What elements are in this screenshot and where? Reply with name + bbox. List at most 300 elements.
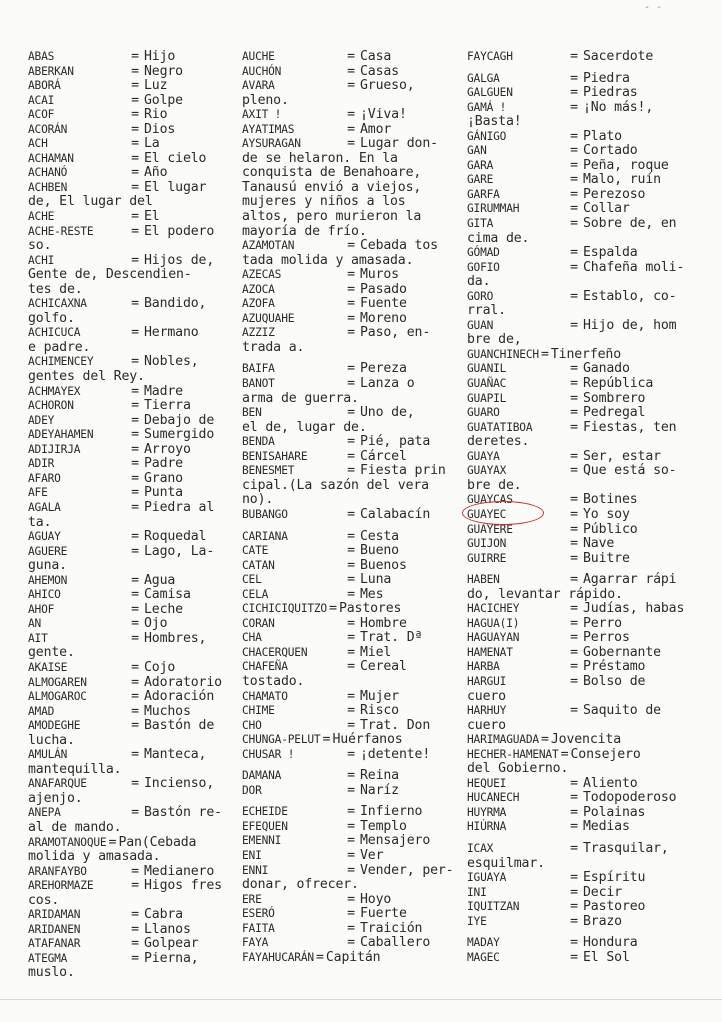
entry-term: ATAFANAR [28, 937, 81, 951]
entry-term: ACH [28, 137, 48, 151]
equals-sign: = [347, 630, 355, 646]
entry-definition: Espalda [583, 245, 638, 261]
equals-sign: = [570, 536, 578, 552]
definition-continuation: del Gobierno. [467, 761, 569, 777]
entry-definition: Hondura [583, 935, 638, 951]
entry-term: GUAYERE [467, 522, 513, 536]
entry-definition: Cortado [583, 143, 638, 159]
glossary-entry [28, 166, 233, 181]
entry-term: FAITA [242, 921, 275, 935]
entry-definition: Hombres, [144, 630, 207, 646]
entry-term: HAGUAYAN [467, 631, 520, 645]
entry-line [467, 348, 717, 363]
definition-continuation: de se helaron. En la [242, 150, 398, 166]
glossary-entry [28, 326, 233, 355]
entry-line [28, 428, 233, 443]
equals-sign: = [570, 128, 578, 144]
glossary-entry [242, 450, 468, 465]
entry-term: AZOFA [242, 297, 275, 311]
glossary-entry [467, 246, 717, 261]
entry-line [242, 849, 468, 864]
entry-definition: Sumergido [144, 427, 215, 443]
entry-term: ACHBEN [28, 180, 68, 194]
glossary-entry [467, 188, 717, 203]
entry-term: CELA [242, 587, 269, 601]
glossary-entry [28, 123, 233, 138]
equals-sign: = [131, 689, 139, 705]
equals-sign: = [131, 499, 139, 515]
entry-definition: Año [144, 165, 168, 181]
entry-term: EFEQUEN [242, 819, 288, 833]
corner-mark: - - [643, 2, 662, 13]
glossary-entry [242, 239, 468, 268]
equals-sign: = [131, 878, 139, 894]
equals-sign: = [131, 325, 139, 341]
entry-line [28, 152, 233, 167]
glossary-entry [242, 544, 468, 559]
equals-sign: = [540, 732, 549, 748]
entry-term: AMODEGHE [28, 719, 81, 733]
equals-sign: = [570, 49, 578, 64]
definition-continuation: cipal.(La sazón del vera [242, 477, 429, 493]
entry-term: CORAN [242, 616, 275, 630]
entry-definition: Luz [144, 78, 168, 94]
glossary-entry [242, 297, 468, 312]
entry-line [242, 377, 468, 392]
entry-line [28, 166, 233, 181]
entry-term: EMENNI [242, 834, 282, 848]
entry-line [467, 362, 717, 377]
entry-term: ADEYAHAMEN [28, 428, 94, 442]
glossary-entry [28, 705, 233, 720]
entry-term: GUAYAX [467, 464, 507, 478]
entry-term: ATEGMA [28, 951, 68, 965]
entry-term: AZOCA [242, 282, 275, 296]
glossary-entry [242, 922, 468, 937]
definition-continuation: mujeres y niños a los [242, 194, 406, 210]
equals-sign: = [131, 703, 139, 719]
definition-continuation: altos, pero murieron la [242, 209, 422, 225]
entry-line [467, 951, 717, 966]
equals-sign: = [131, 354, 139, 370]
entry-line [242, 646, 468, 661]
entry-term: ACAI [28, 93, 55, 107]
equals-sign: = [570, 317, 578, 333]
entry-term: AGALA [28, 500, 61, 514]
glossary-entry [28, 719, 233, 748]
entry-term: AYSURAGAN [242, 137, 301, 151]
equals-sign: = [347, 448, 355, 464]
glossary-entry [242, 65, 468, 80]
glossary-entry [28, 50, 233, 65]
entry-line [242, 660, 468, 675]
entry-definition: Saquito de [583, 703, 661, 719]
entry-line [467, 900, 717, 915]
entry-term: ACOF [28, 108, 55, 122]
column-1 [28, 50, 233, 981]
glossary-entry [467, 50, 717, 65]
glossary-entry [28, 443, 233, 458]
entry-line [242, 748, 468, 763]
glossary-entry [242, 690, 468, 705]
equals-sign: = [570, 492, 578, 508]
entry-line [467, 173, 717, 188]
glossary-entry [242, 559, 468, 574]
entry-term: AGUERE [28, 544, 68, 558]
glossary-entry [28, 414, 233, 429]
entry-line [242, 893, 468, 908]
equals-sign: = [570, 419, 578, 435]
entry-line [242, 464, 468, 479]
entry-definition: Bandido, [144, 296, 207, 312]
entry-definition: Incienso, [144, 776, 215, 792]
entry-definition: Adoración [144, 689, 215, 705]
entry-term: AUCHE [242, 50, 275, 63]
equals-sign: = [570, 884, 578, 900]
entry-line [28, 632, 233, 647]
entry-line [242, 864, 468, 879]
entry-term: ABERKAN [28, 64, 74, 78]
definition-continuation: no). [242, 492, 274, 508]
entry-definition: Grueso, [360, 78, 415, 94]
entry-definition: Mensajero [360, 833, 431, 849]
equals-sign: = [131, 630, 139, 646]
entry-line [28, 486, 233, 501]
equals-sign: = [131, 907, 139, 923]
glossary-entry [467, 915, 717, 930]
entry-definition: Ser, estar [583, 448, 661, 464]
entry-definition: Todopoderoso [583, 790, 677, 806]
entry-term: CARIANA [242, 529, 288, 543]
entry-term: AFE [28, 486, 48, 500]
entry-term: CHUSAR ! [242, 747, 295, 761]
entry-term: HABEN [467, 573, 500, 587]
glossary-entry [242, 50, 468, 65]
entry-definition: Miel [360, 644, 392, 660]
equals-sign: = [347, 376, 355, 392]
definition-continuation: Tanausú envió a viejos, [242, 179, 422, 195]
entry-line [467, 842, 717, 857]
definition-continuation: da. [467, 274, 491, 290]
glossary-entry [467, 173, 717, 188]
equals-sign: = [570, 390, 578, 406]
entry-term: HAGUA(I) [467, 616, 520, 630]
entry-definition: Nave [583, 536, 615, 552]
entry-term: ARANFAYBO [28, 864, 87, 878]
entry-line [28, 865, 233, 880]
entry-term: HUYRMA [467, 805, 507, 819]
definition-continuation: muslo. [28, 965, 75, 981]
definition-continuation: trada a. [242, 339, 305, 355]
entry-definition: Huérfanos [332, 732, 403, 748]
entry-line [242, 690, 468, 705]
glossary-entry [242, 362, 468, 377]
equals-sign: = [347, 405, 355, 421]
entry-definition: Hoyo [360, 891, 392, 907]
entry-term: CHAMATO [242, 689, 288, 703]
entry-line [467, 791, 717, 806]
entry-term: MAGEC [467, 950, 500, 964]
glossary-entry [28, 617, 233, 632]
glossary-entry [28, 457, 233, 472]
entry-line [467, 871, 717, 886]
entry-line [242, 530, 468, 545]
equals-sign: = [570, 216, 578, 232]
equals-sign: = [131, 165, 139, 181]
entry-definition: Aliento [583, 775, 638, 791]
entry-definition: Casas [360, 63, 399, 79]
glossary-entry [242, 784, 468, 799]
entry-line [28, 181, 233, 196]
equals-sign: = [347, 746, 355, 762]
equals-sign: = [570, 85, 578, 101]
entry-line [28, 690, 233, 705]
equals-sign: = [131, 587, 139, 603]
glossary-entry [28, 137, 233, 152]
glossary-entry [242, 464, 468, 508]
entry-definition: Amor [360, 121, 392, 137]
entry-definition: Medianero [144, 863, 215, 879]
glossary-entry [28, 690, 233, 705]
entry-line [28, 50, 233, 65]
entry-term: AHICO [28, 588, 61, 602]
definition-continuation: cuero [467, 688, 506, 704]
glossary-entry [28, 603, 233, 618]
glossary-entry [467, 886, 717, 901]
glossary-entry [242, 631, 468, 646]
glossary-entry [467, 464, 717, 493]
equals-sign: = [131, 936, 139, 952]
entry-definition: Muchos [144, 703, 191, 719]
equals-sign: = [347, 107, 355, 123]
entry-line [28, 908, 233, 923]
entry-line [467, 86, 717, 101]
glossary-entry [467, 748, 717, 777]
entry-term: ARAMOTANOQUE [28, 835, 107, 849]
entry-definition: Cojo [144, 659, 176, 675]
equals-sign: = [570, 201, 578, 217]
entry-definition: Negro [144, 63, 183, 79]
entry-line [467, 217, 717, 232]
entry-definition: Adoratorio [144, 674, 222, 690]
entry-term: BEN [242, 406, 262, 420]
entry-term: ENI [242, 848, 262, 862]
entry-definition: Piedras [583, 85, 638, 101]
equals-sign: = [570, 819, 578, 835]
entry-definition: ¡No más!, [583, 99, 654, 115]
entry-definition: El lugar [144, 179, 207, 195]
entry-line [467, 101, 717, 116]
glossary-entry [242, 377, 468, 406]
entry-definition: Perro [583, 615, 622, 631]
equals-sign: = [570, 376, 578, 392]
entry-definition: Luna [360, 572, 392, 588]
equals-sign: = [570, 521, 578, 537]
definition-continuation: mantequilla. [28, 761, 122, 777]
glossary-entry [28, 676, 233, 691]
equals-sign: = [347, 238, 355, 254]
equals-sign: = [570, 172, 578, 188]
entry-term: ACHE [28, 210, 55, 224]
definition-continuation: golfo. [28, 310, 75, 326]
definition-continuation: pleno. [242, 92, 289, 108]
glossary-entry [467, 72, 717, 87]
entry-definition: Hijos de, [144, 252, 215, 268]
entry-term: GUIJON [467, 537, 507, 551]
entry-term: AHOF [28, 602, 55, 616]
entry-term: AREHORMAZE [28, 879, 94, 893]
entry-definition: Bastón de [144, 718, 215, 734]
entry-line [28, 748, 233, 763]
entry-term: BAIFA [242, 362, 275, 376]
entry-definition: Punta [144, 485, 183, 501]
entry-definition: Hermano [144, 325, 199, 341]
equals-sign: = [347, 862, 355, 878]
definition-continuation: esquilmar. [467, 855, 545, 871]
entry-line [28, 952, 233, 967]
glossary-entry [242, 704, 468, 719]
entry-term: BUBANGO [242, 507, 288, 521]
definition-continuation: guna. [28, 558, 67, 574]
entry-definition: Pedregal [583, 405, 646, 421]
glossary-entry [242, 733, 468, 748]
equals-sign: = [347, 717, 355, 733]
entry-line [242, 559, 468, 574]
glossary-entry [28, 79, 233, 94]
entry-definition: Buitre [583, 550, 630, 566]
entry-line [28, 79, 233, 94]
equals-sign: = [347, 463, 355, 479]
entry-line [242, 573, 468, 588]
entry-line [28, 806, 233, 821]
glossary-entry [242, 849, 468, 864]
glossary-entry [467, 951, 717, 966]
entry-term: GUIRRE [467, 551, 507, 565]
entry-definition: Templo [360, 818, 407, 834]
entry-line [242, 123, 468, 138]
entry-term: ACHIMENCEY [28, 355, 94, 369]
glossary-entry [467, 777, 717, 792]
entry-line [467, 130, 717, 145]
entry-term: ABAS [28, 50, 55, 63]
equals-sign: = [347, 644, 355, 660]
definition-continuation: cima de. [467, 230, 530, 246]
entry-definition: Sacerdote [583, 49, 654, 64]
entry-term: IYE [467, 914, 487, 928]
glossary-entry [467, 552, 717, 567]
entry-line [467, 675, 717, 690]
entry-term: ADIR [28, 457, 55, 471]
entry-definition: ¡detente! [360, 746, 431, 762]
entry-definition: Grano [144, 470, 183, 486]
entry-term: CHA [242, 631, 262, 645]
entry-term: GAN [467, 144, 487, 158]
entry-term: AYATIMAS [242, 122, 295, 136]
entry-definition: Medias [583, 819, 630, 835]
glossary-entry [467, 392, 717, 407]
entry-definition: Ojo [144, 616, 168, 632]
glossary-entry [467, 806, 717, 821]
entry-line [28, 777, 233, 792]
equals-sign: = [131, 601, 139, 617]
entry-term: AGUAY [28, 530, 61, 544]
glossary-entry [242, 508, 468, 523]
entry-definition: Cárcel [360, 448, 407, 464]
entry-term: IGUAYA [467, 871, 507, 885]
glossary-entry [242, 268, 468, 283]
equals-sign: = [347, 325, 355, 341]
entry-line [467, 464, 717, 479]
entry-line [467, 50, 717, 65]
entry-definition: República [583, 376, 654, 392]
equals-sign: = [131, 209, 139, 225]
entry-term: GUARO [467, 406, 500, 420]
equals-sign: = [570, 361, 578, 377]
equals-sign: = [131, 470, 139, 486]
glossary-entry [467, 217, 717, 246]
definition-continuation: arma de guerra. [242, 390, 359, 406]
entry-definition: Paso, en- [360, 325, 431, 341]
entry-line [467, 377, 717, 392]
entry-line [242, 508, 468, 523]
entry-line [28, 297, 233, 312]
glossary-entry [28, 806, 233, 835]
equals-sign: = [570, 157, 578, 173]
glossary-entry [467, 261, 717, 290]
entry-line [242, 769, 468, 784]
entry-term: ACHORON [28, 399, 74, 413]
glossary-entry [242, 79, 468, 108]
entry-line [242, 820, 468, 835]
glossary-entry [467, 791, 717, 806]
equals-sign: = [131, 718, 139, 734]
entry-definition: Cabra [144, 907, 183, 923]
entry-line [467, 886, 717, 901]
glossary-entry [28, 181, 233, 210]
glossary-entry [28, 108, 233, 123]
entry-term: AZECAS [242, 268, 282, 282]
glossary-entry [467, 290, 717, 319]
entry-line [242, 704, 468, 719]
entry-term: CATE [242, 544, 269, 558]
equals-sign: = [347, 63, 355, 79]
entry-term: ABORÁ [28, 79, 61, 93]
entry-definition: Casa [360, 49, 392, 64]
equals-sign: = [347, 49, 355, 64]
entry-term: DOR [242, 783, 262, 797]
entry-definition: Arroyo [144, 441, 191, 457]
definition-continuation: ajenjo. [28, 790, 83, 806]
glossary-entry [467, 86, 717, 101]
definition-continuation: donar, ofrecer. [242, 877, 359, 893]
glossary-entry [467, 617, 717, 632]
glossary-entry [242, 123, 468, 138]
entry-definition: Tinerfeño [550, 346, 621, 362]
equals-sign: = [347, 136, 355, 152]
entry-term: GUAÑAC [467, 377, 507, 391]
equals-sign: = [131, 572, 139, 588]
entry-definition: Lugar don- [360, 136, 438, 152]
entry-definition: Camisa [144, 587, 191, 603]
entry-line [467, 72, 717, 87]
equals-sign: = [570, 99, 578, 115]
glossary-entry [467, 704, 717, 733]
entry-term: GUANCHINECH [467, 347, 539, 361]
entry-definition: Infierno [360, 804, 423, 820]
equals-sign: = [570, 245, 578, 261]
glossary-entry [28, 588, 233, 603]
equals-sign: = [131, 150, 139, 166]
